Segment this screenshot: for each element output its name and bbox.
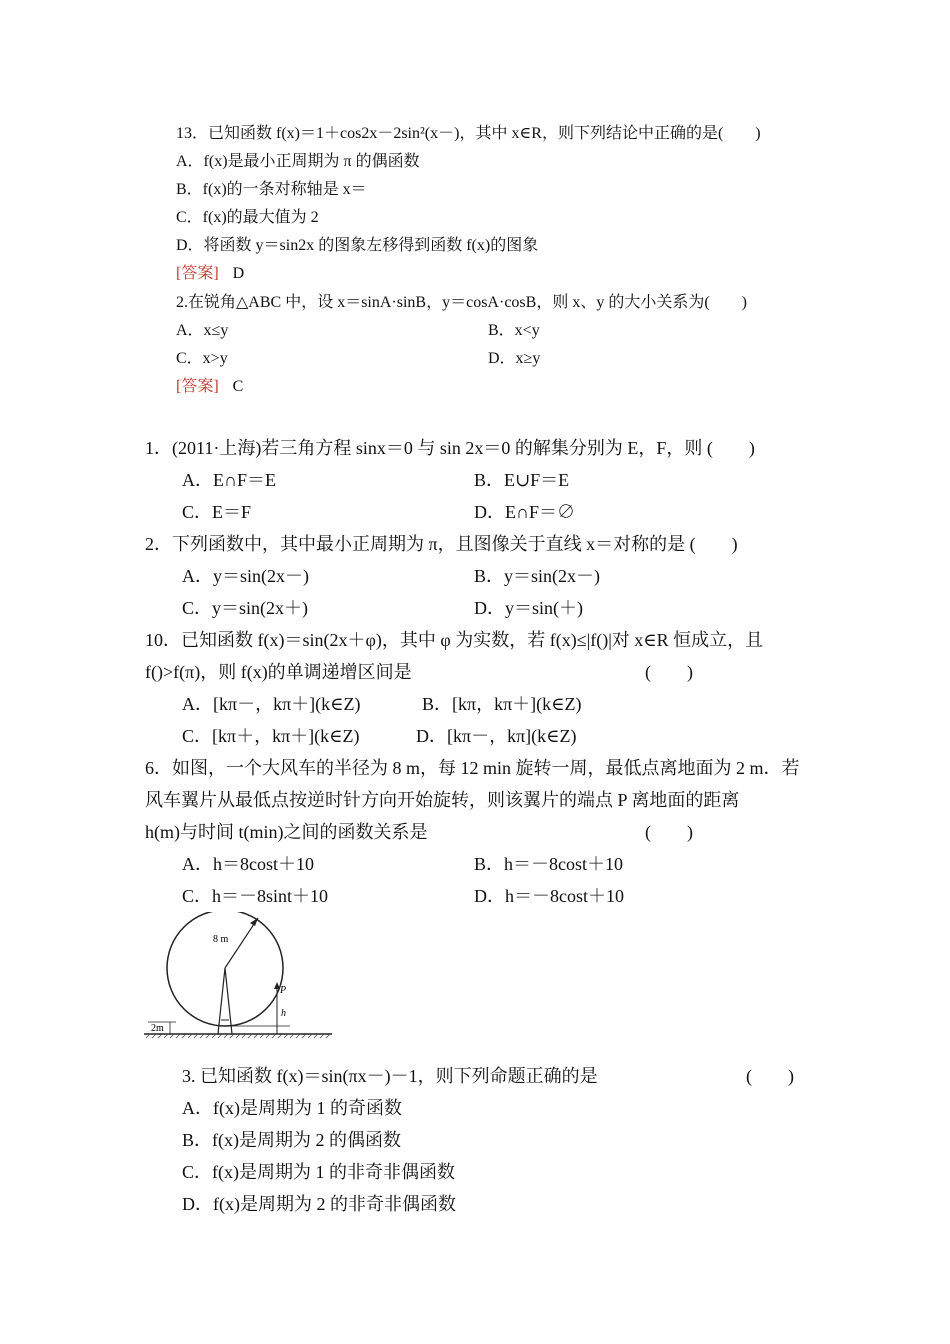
- answer-tag: [答案]: [176, 265, 219, 282]
- q6-answer-paren: ( ): [645, 822, 693, 842]
- q2b-option-b: B．y＝sin(2x－): [474, 566, 600, 586]
- q6-option-d: D．h＝－8cost＋10: [474, 886, 624, 906]
- q13-stem: 13．已知函数 f(x)＝1＋cos2x－2sin²(x－)，其中 x∈R，则下列结论中正确的是( ): [176, 125, 761, 142]
- q6-stem-line1: 6．如图，一个大风车的半径为 8 m，每 12 min 旋转一周，最低点离地面为 2 m．若: [145, 758, 800, 778]
- h-label: h: [281, 1008, 286, 1019]
- q10-option-a: A．[kπ－，kπ＋](k∈Z): [182, 694, 361, 714]
- tower-leg-left: [218, 968, 225, 1034]
- q3-stem: 3. 已知函数 f(x)＝sin(πx－)－1，则下列命题正确的是: [182, 1066, 598, 1086]
- q3-answer-paren: ( ): [746, 1066, 794, 1086]
- q2a-answer-line: [176, 379, 243, 395]
- q6-option-c: C．h＝－8sint＋10: [182, 886, 329, 906]
- q13-option-a: A．f(x)是最小正周期为 π 的偶函数: [176, 153, 420, 170]
- answer-value: C: [232, 378, 244, 395]
- windmill-figure: [140, 912, 340, 1042]
- q13-answer-line: [176, 266, 244, 282]
- q6-stem-line2: 风车翼片从最低点按逆时针方向开始旋转，则该翼片的端点 P 离地面的距离: [145, 790, 740, 810]
- q1-option-d: D．E∩F＝∅: [474, 502, 576, 522]
- q3-option-b: B．f(x)是周期为 2 的偶函数: [182, 1130, 401, 1150]
- q2b-option-c: C．y＝sin(2x＋): [182, 598, 308, 618]
- q10-option-c: C．[kπ＋，kπ＋](k∈Z): [182, 726, 360, 746]
- q10-option-d: D．[kπ－，kπ](k∈Z): [416, 726, 577, 746]
- q1-option-a: A．E∩F＝E: [182, 470, 276, 490]
- q2a-option-d: D．x≥y: [488, 350, 541, 367]
- q1-option-c: C．E＝F: [182, 502, 252, 522]
- q1-stem: 1．(2011·上海)若三角方程 sinx＝0 与 sin 2x＝0 的解集分别为 E，F，则 ( ): [145, 438, 755, 458]
- answer-tag: [答案]: [176, 378, 219, 395]
- q2a-option-b: B．x<y: [488, 322, 540, 339]
- q13-option-c: C．f(x)的最大值为 2: [176, 209, 319, 226]
- radius-line: [225, 918, 258, 968]
- answer-value: D: [232, 265, 245, 282]
- q2a-stem: 2.在锐角△ABC 中，设 x＝sinA·sinB，y＝cosA·cosB，则 x、y 的大小关系为( ): [176, 294, 747, 311]
- q10-option-b: B．[kπ，kπ＋](k∈Z): [422, 694, 582, 714]
- two-m-label: 2m: [151, 1023, 164, 1034]
- q3-option-c: C．f(x)是周期为 1 的非奇非偶函数: [182, 1162, 455, 1182]
- q10-stem-line1: 10．已知函数 f(x)＝sin(2x＋φ)，其中 φ 为实数，若 f(x)≤|f()|对 x∈R 恒成立，且: [145, 630, 764, 650]
- q3-option-a: A．f(x)是周期为 1 的奇函数: [182, 1098, 402, 1118]
- q13-option-b: B．f(x)的一条对称轴是 x＝: [176, 181, 367, 198]
- q2b-stem: 2．下列函数中，其中最小正周期为 π，且图像关于直线 x＝对称的是 ( ): [145, 534, 738, 554]
- radius-arrowhead: [250, 918, 258, 926]
- q10-stem-line2: f()>f(π)，则 f(x)的单调递增区间是: [145, 662, 412, 682]
- q6-option-a: A．h＝8cost＋10: [182, 854, 314, 874]
- q6-stem-line3: h(m)与时间 t(min)之间的函数关系是: [145, 822, 428, 842]
- q10-answer-paren: ( ): [645, 662, 693, 682]
- q6-option-b: B．h＝－8cost＋10: [474, 854, 624, 874]
- q13-option-d: D．将函数 y＝sin2x 的图象左移得到函数 f(x)的图象: [176, 237, 539, 254]
- q2b-option-d: D．y＝sin(＋): [474, 598, 583, 618]
- q2a-option-a: A．x≤y: [176, 322, 229, 339]
- q1-option-b: B．E∪F＝E: [474, 470, 570, 490]
- q3-option-d: D．f(x)是周期为 2 的非奇非偶函数: [182, 1194, 456, 1214]
- q2a-option-c: C．x>y: [176, 350, 228, 367]
- tower-leg-right: [225, 968, 232, 1034]
- radius-label: 8 m: [213, 934, 229, 945]
- q2b-option-a: A．y＝sin(2x－): [182, 566, 309, 586]
- point-p-label: P: [280, 985, 287, 996]
